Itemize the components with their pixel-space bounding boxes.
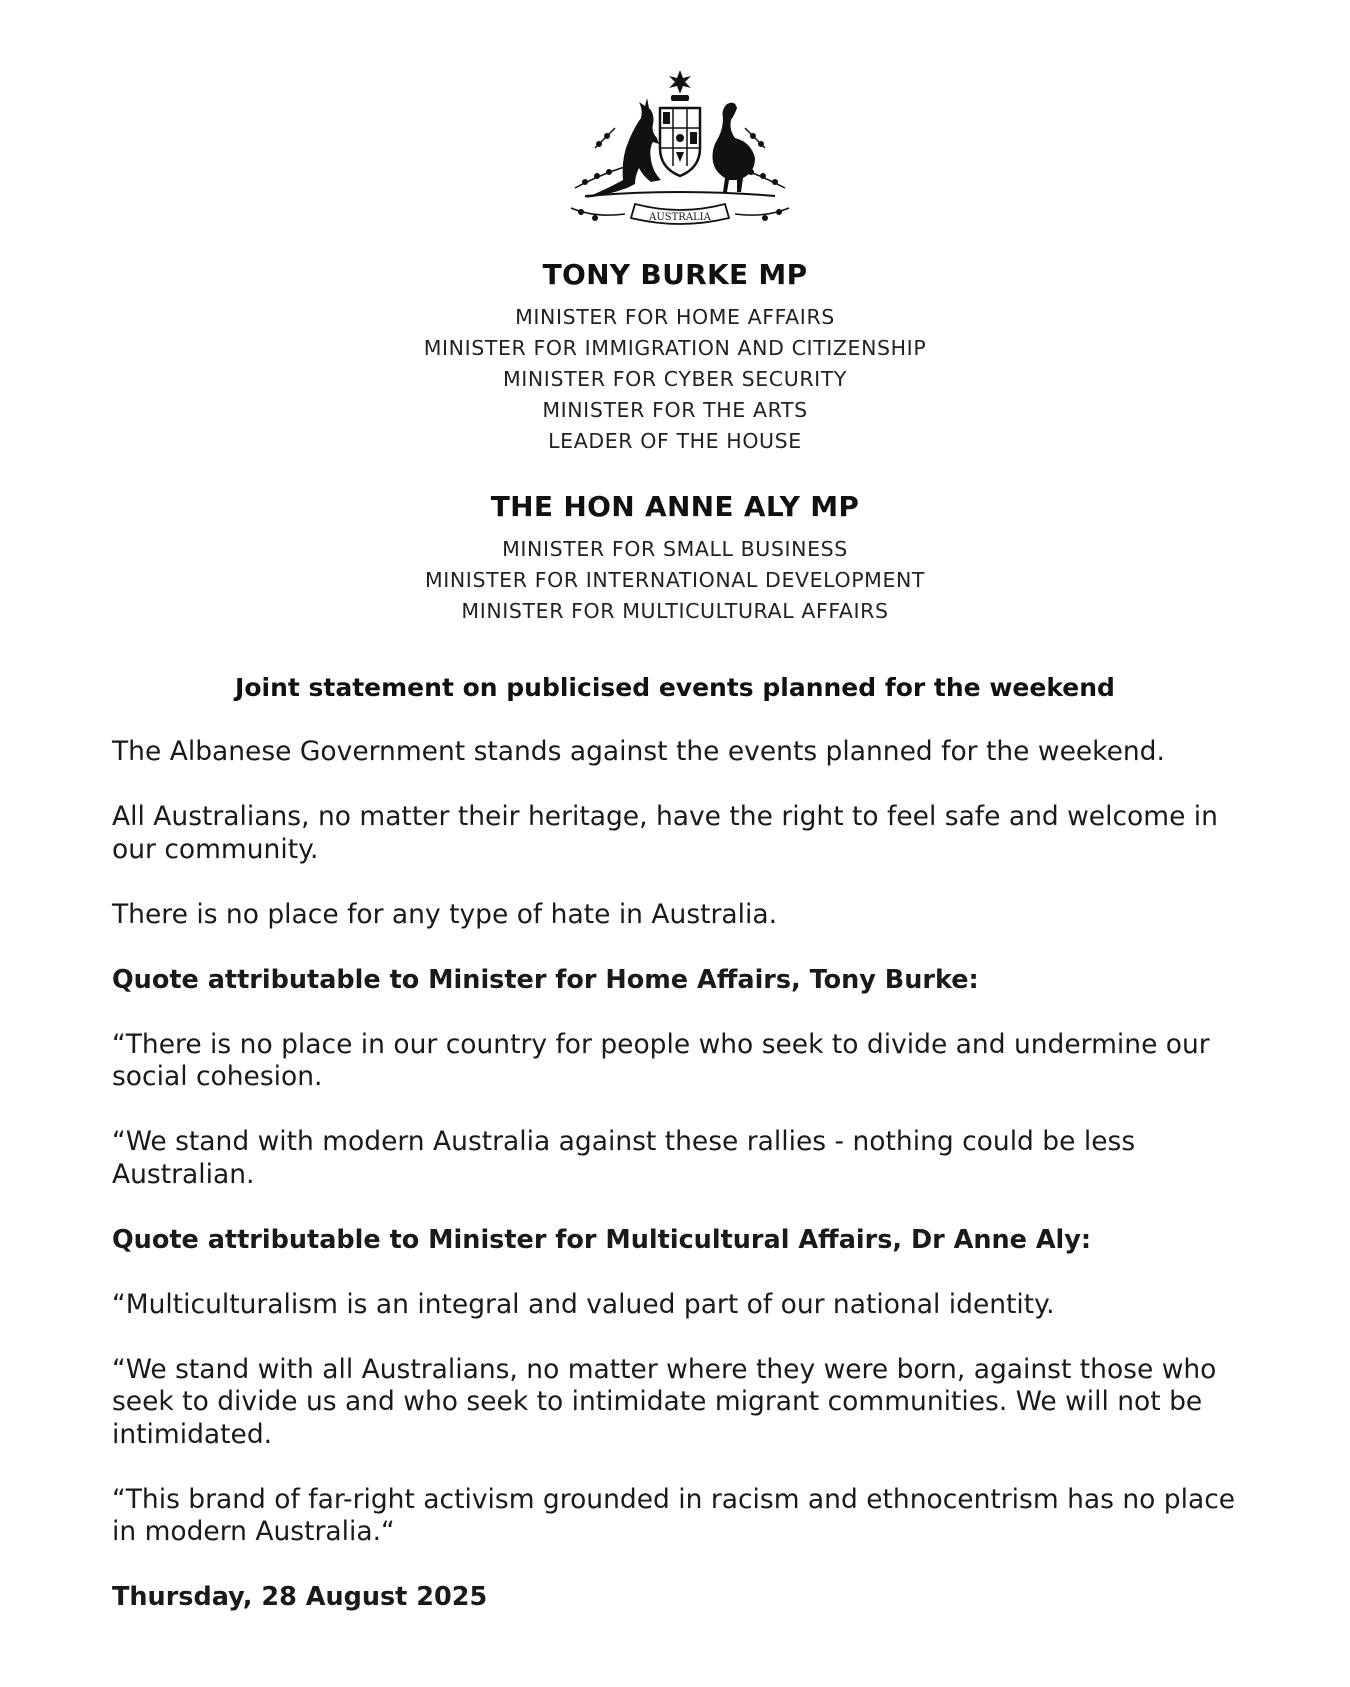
quote-paragraph: “We stand with modern Australia against these rallies - nothing could be less Australian. [112, 1126, 1136, 1190]
kangaroo-icon [585, 98, 661, 198]
quote-paragraph: “Multiculturalism is an integral and valued part of our national identity. [112, 1288, 1055, 1320]
portfolio-line: LEADER OF THE HOUSE [548, 429, 802, 453]
portfolio-line: MINISTER FOR THE ARTS [542, 398, 808, 422]
portfolio-line: MINISTER FOR CYBER SECURITY [502, 367, 848, 391]
minister-name: THE HON ANNE ALY MP [490, 490, 860, 523]
shield-icon [660, 108, 700, 176]
statement-date: Thursday, 28 August 2025 [112, 1582, 488, 1612]
minister-block-burke [0, 258, 1350, 457]
portfolio-line: MINISTER FOR MULTICULTURAL AFFAIRS [461, 599, 889, 623]
quote-attribution-heading: Quote attributable to Minister for Home Affairs, Tony Burke: [112, 964, 979, 995]
body-paragraph: There is no place for any type of hate in Australia. [112, 898, 778, 930]
portfolio-line: MINISTER FOR HOME AFFAIRS [515, 305, 835, 329]
body-paragraph: The Albanese Government stands against the events planned for the weekend. [112, 736, 1165, 767]
portfolio-line: MINISTER FOR IMMIGRATION AND CITIZENSHIP [423, 336, 927, 360]
statement-body [112, 736, 1252, 1646]
commonwealth-star-icon [669, 70, 691, 94]
statement-title: Joint statement on publicised events planned for the weekend [235, 673, 1115, 702]
coat-of-arms-emblem [565, 68, 795, 238]
body-paragraph: All Australians, no matter their heritage, have the right to feel safe and welcome in our community. [112, 801, 1218, 865]
motto-text: AUSTRALIA [649, 212, 711, 223]
quote-paragraph: “This brand of far-right activism grounded in racism and ethnocentrism has no place in modern Australia.“ [112, 1483, 1236, 1547]
minister-name: TONY BURKE MP [542, 258, 808, 291]
motto-scroll [631, 204, 729, 224]
emu-icon [713, 103, 756, 192]
quote-paragraph: “There is no place in our country for people who seek to divide and undermine our social cohesion. [112, 1028, 1210, 1092]
minister-block-aly [0, 490, 1350, 627]
portfolio-line: MINISTER FOR INTERNATIONAL DEVELOPMENT [424, 568, 926, 592]
quote-attribution-heading: Quote attributable to Minister for Multicultural Affairs, Dr Anne Aly: [112, 1224, 1092, 1255]
portfolio-line: MINISTER FOR SMALL BUSINESS [502, 537, 848, 561]
quote-paragraph: “We stand with all Australians, no matter where they were born, against those who seek to divide us and who seek to intimidate migrant communities. We will not be intimidated. [112, 1353, 1217, 1450]
